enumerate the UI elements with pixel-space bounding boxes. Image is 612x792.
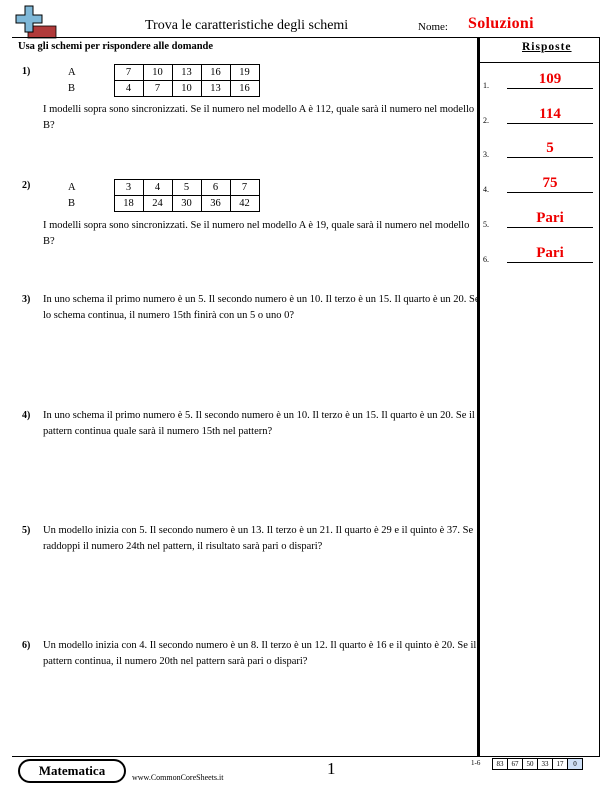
question-text: Un modello inizia con 5. Il secondo numero è un 13. Il terzo è un 21. Il quarto è 29 e il quinto è 37. Se raddoppi il numero 24th nel pattern, il risultato sarà pari o dispari? <box>43 525 474 552</box>
pattern-row-a <box>38 180 259 196</box>
question-number: 4) <box>22 410 31 421</box>
pattern-cell: 7 <box>114 65 143 81</box>
pattern-cell: 10 <box>172 81 201 97</box>
row-label: B <box>68 83 76 94</box>
answer-value: 114 <box>539 106 561 122</box>
pattern-row-b <box>38 196 259 212</box>
score-cell: 17 <box>553 759 568 770</box>
site-url: www.CommonCoreSheets.it <box>132 773 224 782</box>
answer-number: 3. <box>483 150 489 159</box>
score-cell: 83 <box>493 759 508 770</box>
pattern-row-a <box>38 65 259 81</box>
score-cell: 0 <box>568 759 583 770</box>
pattern-row-b <box>38 81 259 97</box>
question-text: I modelli sopra sono sincronizzati. Se il numero nel modello A è 19, quale sarà il numero nel modello B? <box>43 220 470 247</box>
answer-row-3 <box>483 139 595 159</box>
pattern-cell: 10 <box>143 65 172 81</box>
pattern-cell: 5 <box>172 180 201 196</box>
answer-line <box>507 123 593 124</box>
pattern-table-2 <box>38 179 260 212</box>
score-table <box>492 758 583 770</box>
question-number: 6) <box>22 640 31 651</box>
pattern-cell: 3 <box>114 180 143 196</box>
pattern-cell: 13 <box>201 81 230 97</box>
pattern-cell: 16 <box>230 81 259 97</box>
question-text: I modelli sopra sono sincronizzati. Se il numero nel modello A è 112, quale sarà il numero nel modello B? <box>43 104 475 131</box>
pattern-cell: 16 <box>201 65 230 81</box>
score-cell: 33 <box>538 759 553 770</box>
question-number: 1) <box>22 66 31 77</box>
pattern-cell: 30 <box>172 196 201 212</box>
name-label: Nome: <box>418 21 448 33</box>
answer-line <box>507 88 593 89</box>
answer-number: 6. <box>483 255 489 264</box>
score-cell: 67 <box>508 759 523 770</box>
answer-row-6 <box>483 244 595 264</box>
question-number: 5) <box>22 525 31 536</box>
pattern-cell: 36 <box>201 196 230 212</box>
answer-line <box>507 192 593 193</box>
pattern-cell: 18 <box>114 196 143 212</box>
answer-value: 75 <box>542 175 558 191</box>
pattern-cell: 7 <box>230 180 259 196</box>
answer-number: 4. <box>483 185 489 194</box>
subject-badge <box>18 759 126 783</box>
answer-row-4 <box>483 174 595 194</box>
question-text: In uno schema il primo numero è un 5. Il secondo numero è un 10. Il terzo è un 15. Il quarto è un 20. Se lo schema continua, il numero 15th finirà con un 5 o uno 0? <box>43 294 480 321</box>
answers-header-divider <box>479 62 600 63</box>
pattern-cell: 4 <box>114 81 143 97</box>
score-cell: 50 <box>523 759 538 770</box>
answer-line <box>507 157 593 158</box>
answer-number: 2. <box>483 116 489 125</box>
pattern-cell: 13 <box>172 65 201 81</box>
answer-value: 109 <box>538 71 562 87</box>
page-title: Trova le caratteristiche degli schemi <box>145 18 349 33</box>
answer-row-5 <box>483 209 595 229</box>
answer-number: 5. <box>483 220 489 229</box>
pattern-table-1 <box>38 64 260 97</box>
plus-logo-icon <box>14 4 58 40</box>
answers-header: Risposte <box>522 41 572 53</box>
pattern-cell: 24 <box>143 196 172 212</box>
answer-number: 1. <box>483 81 489 90</box>
question-text: Un modello inizia con 4. Il secondo numero è un 8. Il terzo è un 12. Il quarto è 16 e il quinto è 20. Se il pattern continua, il numero 20th nel pattern sarà pari o dispari? <box>43 640 477 667</box>
footer-divider <box>12 756 600 757</box>
instructions: Usa gli schemi per rispondere alle domande <box>18 41 214 52</box>
page-number: 1 <box>327 759 336 778</box>
pattern-cell: 4 <box>143 180 172 196</box>
pattern-cell: 6 <box>201 180 230 196</box>
row-label: B <box>68 198 76 209</box>
score-range: 1-6 <box>471 759 481 767</box>
pattern-cell: 7 <box>143 81 172 97</box>
pattern-cell: 42 <box>230 196 259 212</box>
question-number: 3) <box>22 294 31 305</box>
subject-badge-label: Matematica <box>20 761 124 781</box>
answer-value: 5 <box>546 140 554 156</box>
answer-row-2 <box>483 105 595 125</box>
answer-row-1 <box>483 70 595 90</box>
answer-value: Pari <box>536 210 564 226</box>
question-text: In uno schema il primo numero è 5. Il secondo numero è un 10. Il terzo è un 15. Il quarto è un 20. Se il pattern continua quale sarà il numero 15th nel pattern? <box>43 410 475 437</box>
answer-line <box>507 227 593 228</box>
row-label: A <box>68 182 76 193</box>
row-label: A <box>68 67 76 78</box>
pattern-cell: 19 <box>230 65 259 81</box>
name-value: Soluzioni <box>468 15 534 32</box>
question-number: 2) <box>22 180 31 191</box>
answer-line <box>507 262 593 263</box>
answer-value: Pari <box>536 245 564 261</box>
